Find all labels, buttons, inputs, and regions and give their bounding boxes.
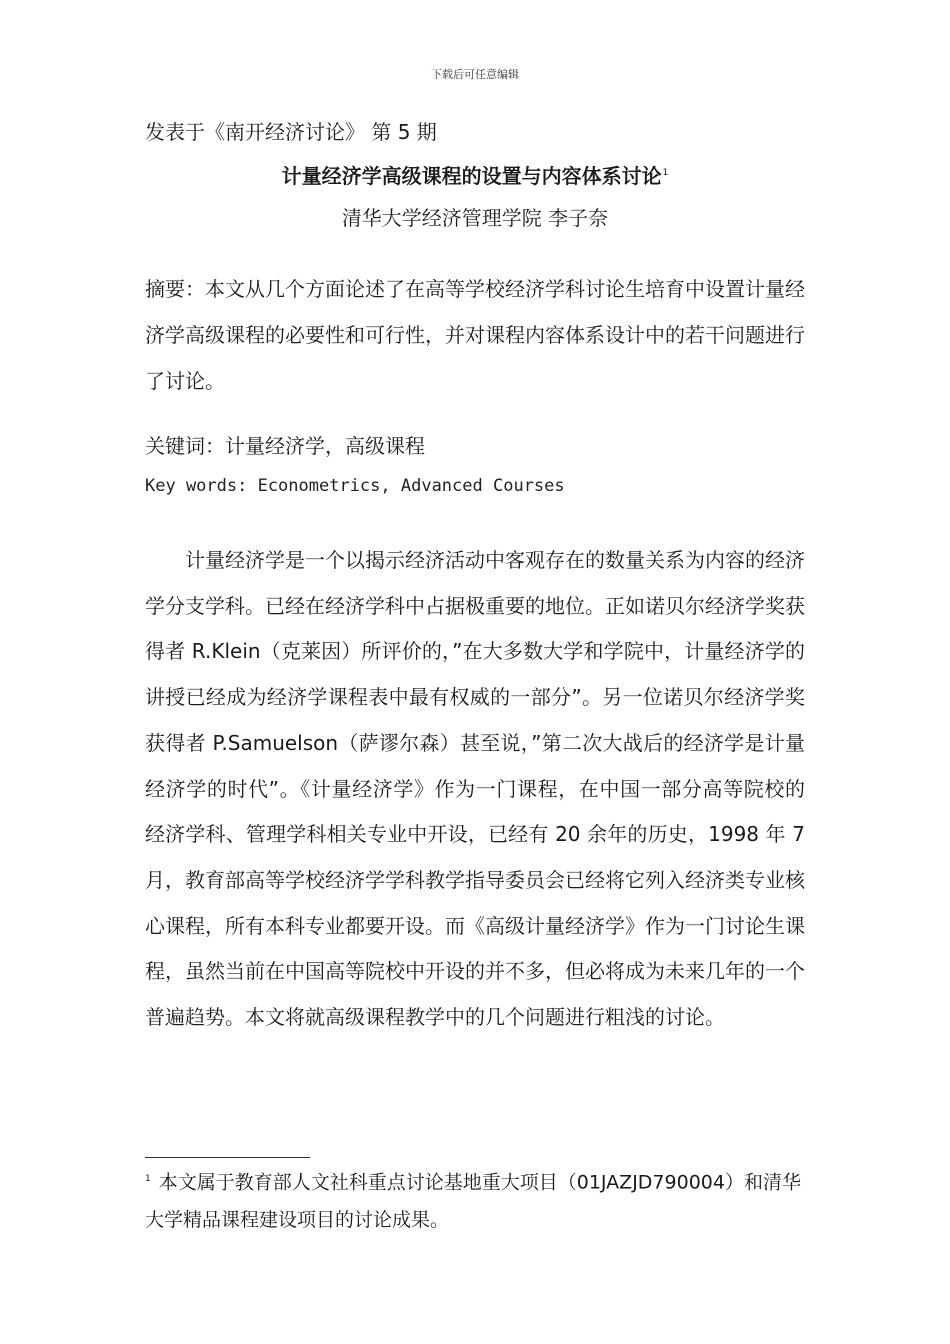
body-paragraph: 计量经济学是一个以揭示经济活动中客观存在的数量关系为内容的经济学分支学科。已经在经济学科中占据极重要的地位。正如诺贝尔经济学奖获得者 R.Klein（克莱因）所评价的，”在大多数大学和学院中，计量经济学的讲授已经成为经济学课程表中最有权威的一部分”。另一位诺贝尔经济学奖获得者 P.Samuelson（萨谬尔森）甚至说，”第二次大战后的经济学是计量经济学的时代”。《计量经济学》作为一门课程，在中国一部分高等院校的经济学科、管理学科相关专业中开设，已经有 20 余年的历史，1998 年 7 月，教育部高等学校经济学学科教学指导委员会已经将它列入经济类专业核心课程，所有本科专业都要开设。而《高级计量经济学》作为一门讨论生课程，虽然当前在中国高等院校中开设的并不多，但必将成为未来几年的一个普遍趋势。本文将就高级课程教学中的几个问题进行粗浅的讨论。 [145,548,805,1030]
keywords-zh: 关键词：计量经济学，高级课程 [145,434,425,458]
article-title [0,160,950,189]
footnote-divider [145,1157,310,1158]
title-footnote-marker[interactable]: 1 [662,168,669,179]
publication-info: 发表于《南开经济讨论》 第 5 期 [145,120,437,144]
author-line: 清华大学经济管理学院 李子奈 [341,206,609,230]
abstract-paragraph: 摘要：本文从几个方面论述了在高等学校经济学科讨论生培育中设置计量经济学高级课程的必要性和可行性，并对课程内容体系设计中的若干问题进行了讨论。 [145,277,805,393]
footnote-text: 本文属于教育部人文社科重点讨论基地重大项目（01JAZJD790004）和清华大学精品课程建设项目的讨论成果。 [145,1171,801,1232]
keywords-en: Key words: Econometrics, Advanced Courses [145,476,565,496]
page-header-note: 下载后可任意编辑 [431,68,519,81]
footnote [145,1160,805,1239]
footnote-marker: 1 [145,1174,151,1184]
article-title-text: 计量经济学高级课程的设置与内容体系讨论 [281,164,662,188]
